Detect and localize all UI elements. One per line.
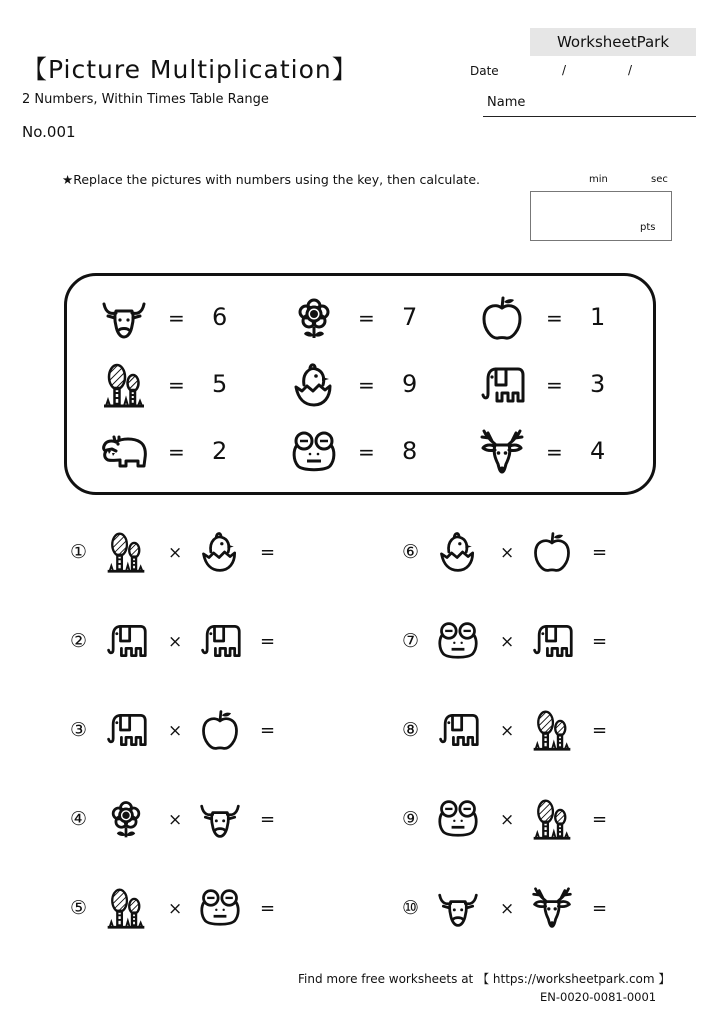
elephant-icon xyxy=(104,706,148,754)
apple-icon xyxy=(478,294,526,342)
date-label: Date xyxy=(470,64,499,78)
times-sign: × xyxy=(500,543,515,563)
pts-label: pts xyxy=(640,222,656,233)
frog-icon xyxy=(436,795,480,843)
key-equals-sign: = xyxy=(168,373,185,397)
equals-sign: = xyxy=(592,631,608,652)
equals-sign: = xyxy=(592,542,608,563)
frog-icon xyxy=(198,884,242,932)
trees-icon xyxy=(100,361,148,409)
problem-number: ⑨ xyxy=(402,808,420,830)
problem-number: ⑤ xyxy=(70,897,88,919)
deer-icon xyxy=(530,884,574,932)
deer-icon xyxy=(478,428,526,476)
date-separator: / xyxy=(628,63,633,77)
elephant-icon xyxy=(104,617,148,665)
page-subtitle: 2 Numbers, Within Times Table Range xyxy=(22,92,269,107)
problem-number: ⑧ xyxy=(402,719,420,741)
apple-icon xyxy=(530,528,574,576)
problem-number: ① xyxy=(70,541,88,563)
sec-label: sec xyxy=(651,174,668,185)
times-sign: × xyxy=(500,721,515,741)
times-sign: × xyxy=(500,632,515,652)
score-box[interactable] xyxy=(530,191,672,241)
name-label: Name xyxy=(487,95,526,110)
key-equals-sign: = xyxy=(358,373,375,397)
problem-number: ⑩ xyxy=(402,897,420,919)
trees-icon xyxy=(530,706,574,754)
times-sign: × xyxy=(168,899,183,919)
problem-number: ③ xyxy=(70,719,88,741)
chick-icon xyxy=(198,528,242,576)
equals-sign: = xyxy=(592,898,608,919)
trees-icon xyxy=(104,528,148,576)
page-title: 【Picture Multiplication】 xyxy=(22,55,358,84)
worksheet-code: EN-0020-0081-0001 xyxy=(540,990,657,1004)
key-value: 2 xyxy=(212,437,228,465)
times-sign: × xyxy=(168,810,183,830)
times-sign: × xyxy=(500,899,515,919)
elephant-icon xyxy=(478,361,526,409)
key-value: 8 xyxy=(402,437,418,465)
key-value: 1 xyxy=(590,303,606,331)
brand-label: WorksheetPark xyxy=(530,28,696,56)
problem-number: ④ xyxy=(70,808,88,830)
key-equals-sign: = xyxy=(168,440,185,464)
problem-number: ⑥ xyxy=(402,541,420,563)
key-equals-sign: = xyxy=(168,306,185,330)
worksheet-number: No.001 xyxy=(22,123,76,141)
problem-number: ⑦ xyxy=(402,630,420,652)
name-field-line[interactable] xyxy=(483,116,696,117)
key-value: 5 xyxy=(212,370,228,398)
key-value: 4 xyxy=(590,437,606,465)
footer-text: Find more free worksheets at 【 https://worksheetpark.com 】 xyxy=(298,972,671,986)
equals-sign: = xyxy=(260,631,276,652)
equals-sign: = xyxy=(592,720,608,741)
times-sign: × xyxy=(500,810,515,830)
elephant-icon xyxy=(198,617,242,665)
elephant-icon xyxy=(436,706,480,754)
key-equals-sign: = xyxy=(546,440,563,464)
hippo-icon xyxy=(100,428,148,476)
min-label: min xyxy=(589,174,608,185)
bull-icon xyxy=(100,294,148,342)
times-sign: × xyxy=(168,721,183,741)
key-equals-sign: = xyxy=(358,440,375,464)
instruction-text: ★Replace the pictures with numbers using the key, then calculate. xyxy=(62,172,480,187)
problem-number: ② xyxy=(70,630,88,652)
times-sign: × xyxy=(168,632,183,652)
key-equals-sign: = xyxy=(358,306,375,330)
date-separator: / xyxy=(562,63,567,77)
chick-icon xyxy=(290,361,338,409)
key-value: 3 xyxy=(590,370,606,398)
equals-sign: = xyxy=(260,542,276,563)
key-value: 6 xyxy=(212,303,228,331)
equals-sign: = xyxy=(260,898,276,919)
frog-icon xyxy=(290,428,338,476)
flower-icon xyxy=(290,294,338,342)
apple-icon xyxy=(198,706,242,754)
bull-icon xyxy=(198,795,242,843)
bull-icon xyxy=(436,884,480,932)
key-value: 9 xyxy=(402,370,418,398)
times-sign: × xyxy=(168,543,183,563)
key-equals-sign: = xyxy=(546,373,563,397)
key-value: 7 xyxy=(402,303,418,331)
trees-icon xyxy=(104,884,148,932)
frog-icon xyxy=(436,617,480,665)
key-equals-sign: = xyxy=(546,306,563,330)
elephant-icon xyxy=(530,617,574,665)
equals-sign: = xyxy=(260,720,276,741)
chick-icon xyxy=(436,528,480,576)
equals-sign: = xyxy=(592,809,608,830)
flower-icon xyxy=(104,795,148,843)
equals-sign: = xyxy=(260,809,276,830)
trees-icon xyxy=(530,795,574,843)
